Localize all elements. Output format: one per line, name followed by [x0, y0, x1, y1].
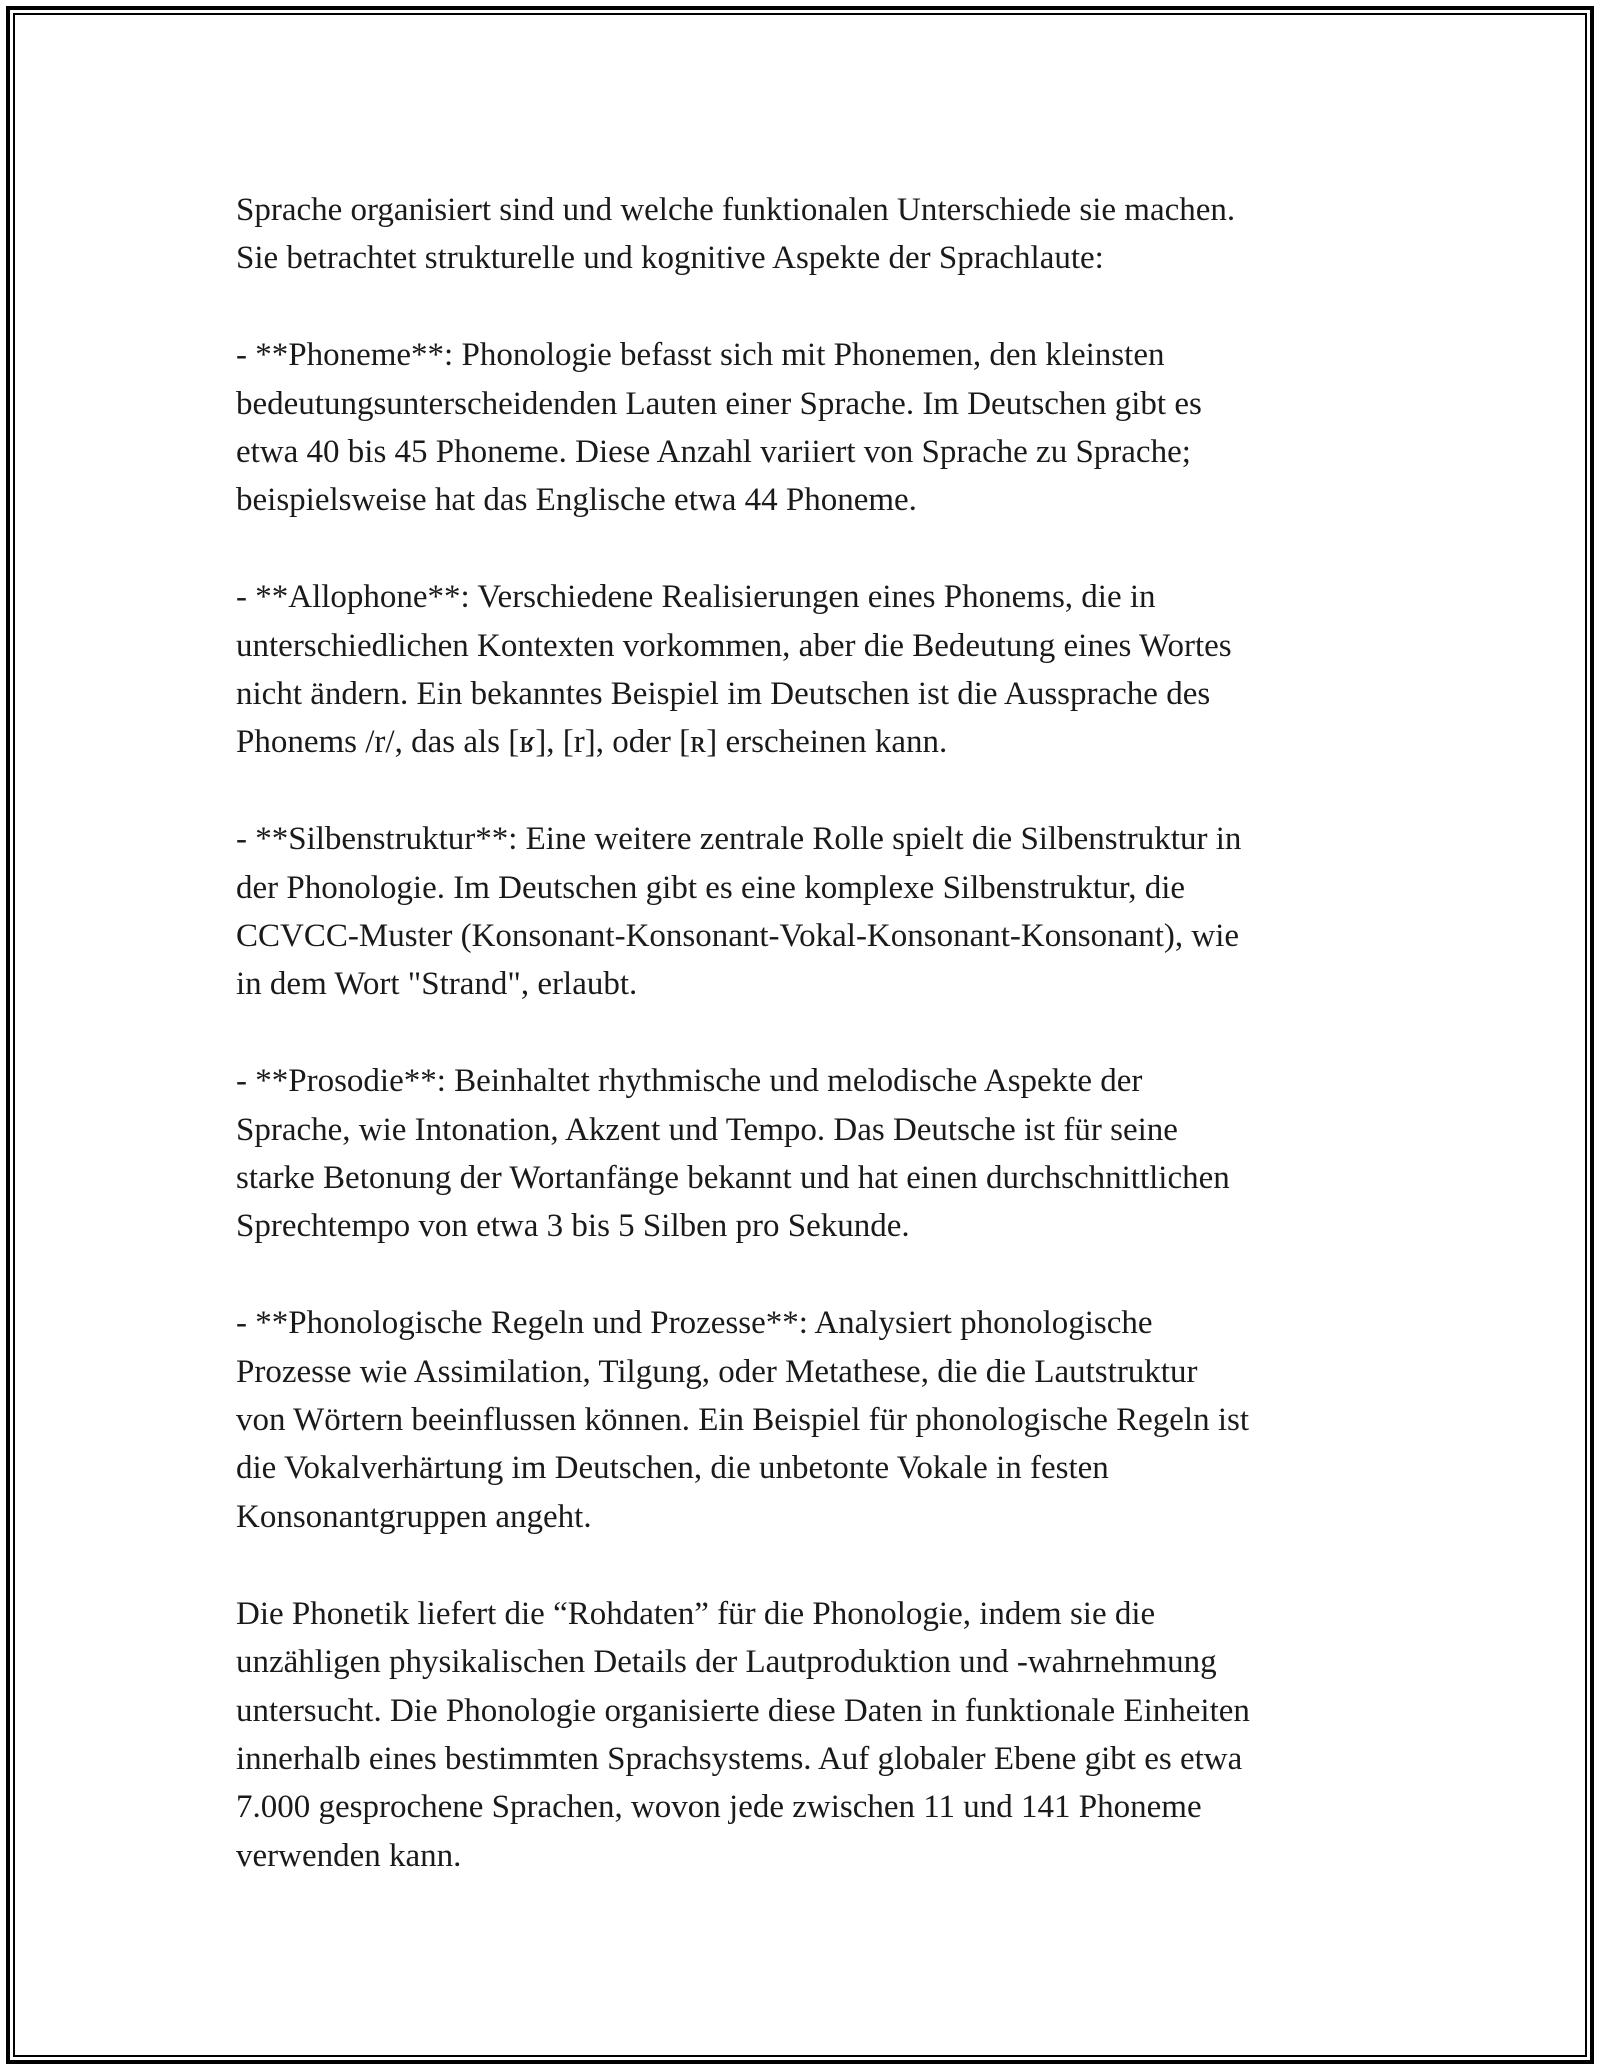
- prosody-paragraph: - **Prosodie**: Beinhaltet rhythmische und melodische Aspekte der Sprache, wie Intonation, Akzent und Tempo. Das Deutsche ist für seine starke Betonung der Wortanfänge bekannt und hat einen durchschnittlichen Sprechtempo von etwa 3 bis 5 Silben pro Sekunde.: [236, 1063, 1230, 1245]
- document-body: [236, 186, 1376, 1880]
- conclusion-paragraph: Die Phonetik liefert die “Rohdaten” für die Phonologie, indem sie die unzähligen physikalischen Details der Lautproduktion und -wahrnehmung untersucht. Die Phonologie organisierte diese Daten in funktionale Einheiten innerhalb eines bestimmten Sprachsystems. Auf globaler Ebene gibt es etwa 7.000 gesprochene Sprachen, wovon jede zwischen 11 und 141 Phoneme verwenden kann.: [236, 1595, 1250, 1874]
- phonological-rules-paragraph: - **Phonologische Regeln und Prozesse**: Analysiert phonologische Prozesse wie Assimilation, Tilgung, oder Metathese, die die Lautstruktur von Wörtern beeinflussen können. Ein Beispiel für phonologische Regeln ist die Vokalverhärtung im Deutschen, die unbetonte Vokale in festen Konsonantgruppen angeht.: [236, 1305, 1250, 1535]
- intro-paragraph: Sprache organisiert sind und welche funktionalen Unterschiede sie machen. Sie betrachtet strukturelle und kognitive Aspekte der Sprachlaute:: [236, 192, 1236, 277]
- allophone-paragraph: - **Allophone**: Verschiedene Realisierungen eines Phonems, die in unterschiedlichen Kontexten vorkommen, aber die Bedeutung eines Wortes nicht ändern. Ein bekanntes Beispiel im Deutschen ist die Aussprache des Phonems /r/, das als [ʁ], [r], oder [ʀ] erscheinen kann.: [236, 579, 1232, 761]
- phoneme-paragraph: - **Phoneme**: Phonologie befasst sich mit Phonemen, den kleinsten bedeutungsunterscheidenden Lauten einer Sprache. Im Deutschen gibt es etwa 40 bis 45 Phoneme. Diese Anzahl variiert von Sprache zu Sprache; beispielsweise hat das Englische etwa 44 Phoneme.: [236, 337, 1202, 519]
- syllable-structure-paragraph: - **Silbenstruktur**: Eine weitere zentrale Rolle spielt die Silbenstruktur in der Phonologie. Im Deutschen gibt es eine komplexe Silbenstruktur, die CCVCC-Muster (Konsonant-Konsonant-Vokal-Konsonant-Konsonant), wie in dem Wort "Strand", erlaubt.: [236, 821, 1242, 1003]
